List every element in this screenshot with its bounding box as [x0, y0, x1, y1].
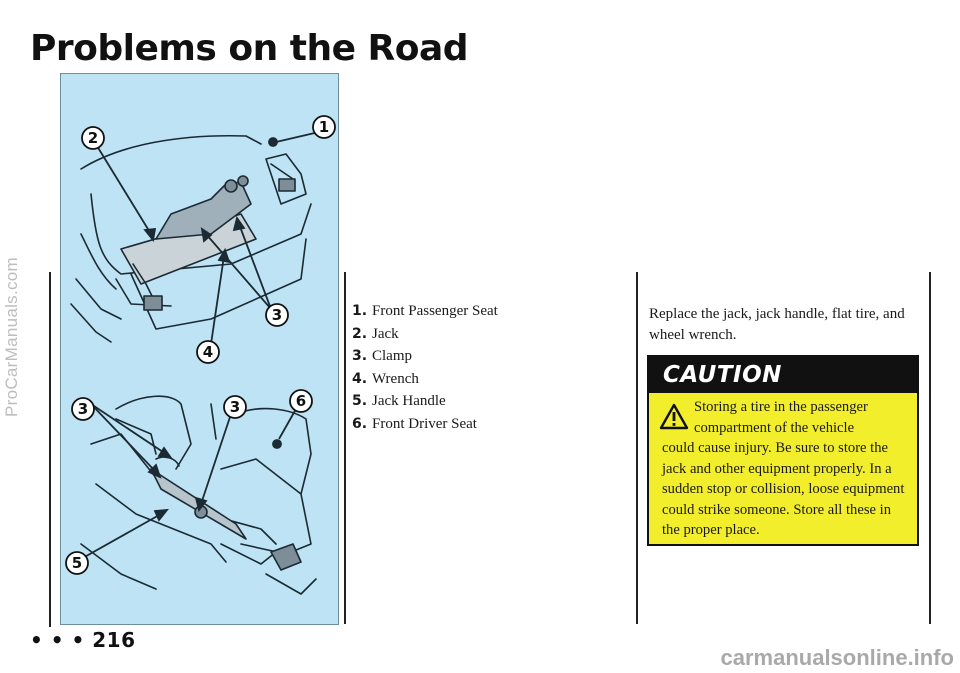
- legend-item-label: Jack: [372, 325, 399, 342]
- callout-5: [66, 552, 88, 574]
- column-rule-mid-left: [344, 272, 346, 624]
- legend-item: [352, 371, 498, 394]
- callout-6: [290, 390, 312, 412]
- callout-3-left: [72, 398, 94, 420]
- legend-item-number: 3.: [352, 348, 368, 364]
- callout-4: [197, 341, 219, 363]
- jack-storage-illustration: [60, 73, 339, 625]
- callout-5-label: 5: [71, 554, 83, 572]
- callout-2-label: 2: [87, 129, 99, 147]
- column-rule-left: [49, 272, 51, 627]
- callout-3-left-label: 3: [77, 400, 89, 418]
- legend-item-number: 1.: [352, 303, 368, 319]
- caution-box: [647, 355, 919, 546]
- callout-6-label: 6: [295, 392, 307, 410]
- replace-instructions: Replace the jack, jack handle, flat tire, and wheel wrench.: [649, 306, 905, 343]
- legend-item-number: 6.: [352, 415, 368, 432]
- legend-item-label: Front Passenger Seat: [372, 303, 498, 319]
- callout-2: [82, 127, 104, 149]
- legend-item: [352, 416, 498, 439]
- side-watermark-text: ProCarManuals.com: [2, 256, 22, 417]
- page-number: [30, 628, 136, 652]
- legend-item: [352, 303, 498, 326]
- callout-3-top: [266, 304, 288, 326]
- legend-item-label: Jack Handle: [372, 393, 446, 409]
- parts-legend: [352, 303, 498, 438]
- callout-4-label: 4: [202, 343, 214, 361]
- caution-line-2: compartment of the vehicle: [694, 419, 855, 436]
- callout-3-top-label: 3: [271, 306, 283, 324]
- legend-item-label: Wrench: [372, 370, 419, 387]
- callout-1-label: 1: [318, 118, 330, 136]
- legend-item: [352, 326, 498, 349]
- legend-item-label: Clamp: [372, 348, 412, 364]
- legend-item-label: Front Driver Seat: [372, 415, 477, 432]
- callout-3-right-label: 3: [229, 398, 241, 416]
- legend-item: [352, 348, 498, 371]
- column-rule-right: [929, 272, 931, 624]
- legend-item-number: 5.: [352, 393, 368, 409]
- column-rule-mid-right: [636, 272, 638, 624]
- page-title: Problems on the Road: [30, 28, 469, 69]
- page-number-value: 216: [92, 628, 136, 652]
- caution-line-rest: could cause injury. Be sure to store the jack and other equipment properly. In a sudden stop or collision, loose equipment could strike someone. Store all these in the proper place.: [662, 440, 905, 538]
- callout-3-right: [224, 396, 246, 418]
- page-number-prefix: • • •: [30, 628, 85, 652]
- legend-item-number: 4.: [352, 370, 368, 387]
- caution-line-1: Storing a tire in the passenger: [694, 399, 868, 415]
- illustration-drawing: [61, 74, 338, 624]
- caution-body: [662, 397, 912, 541]
- legend-item: [352, 393, 498, 416]
- caution-title: CAUTION: [649, 357, 917, 393]
- legend-item-number: 2.: [352, 325, 368, 342]
- callout-1: [313, 116, 335, 138]
- side-watermark: [0, 0, 24, 673]
- bottom-watermark: carmanualsonline.info: [720, 645, 954, 670]
